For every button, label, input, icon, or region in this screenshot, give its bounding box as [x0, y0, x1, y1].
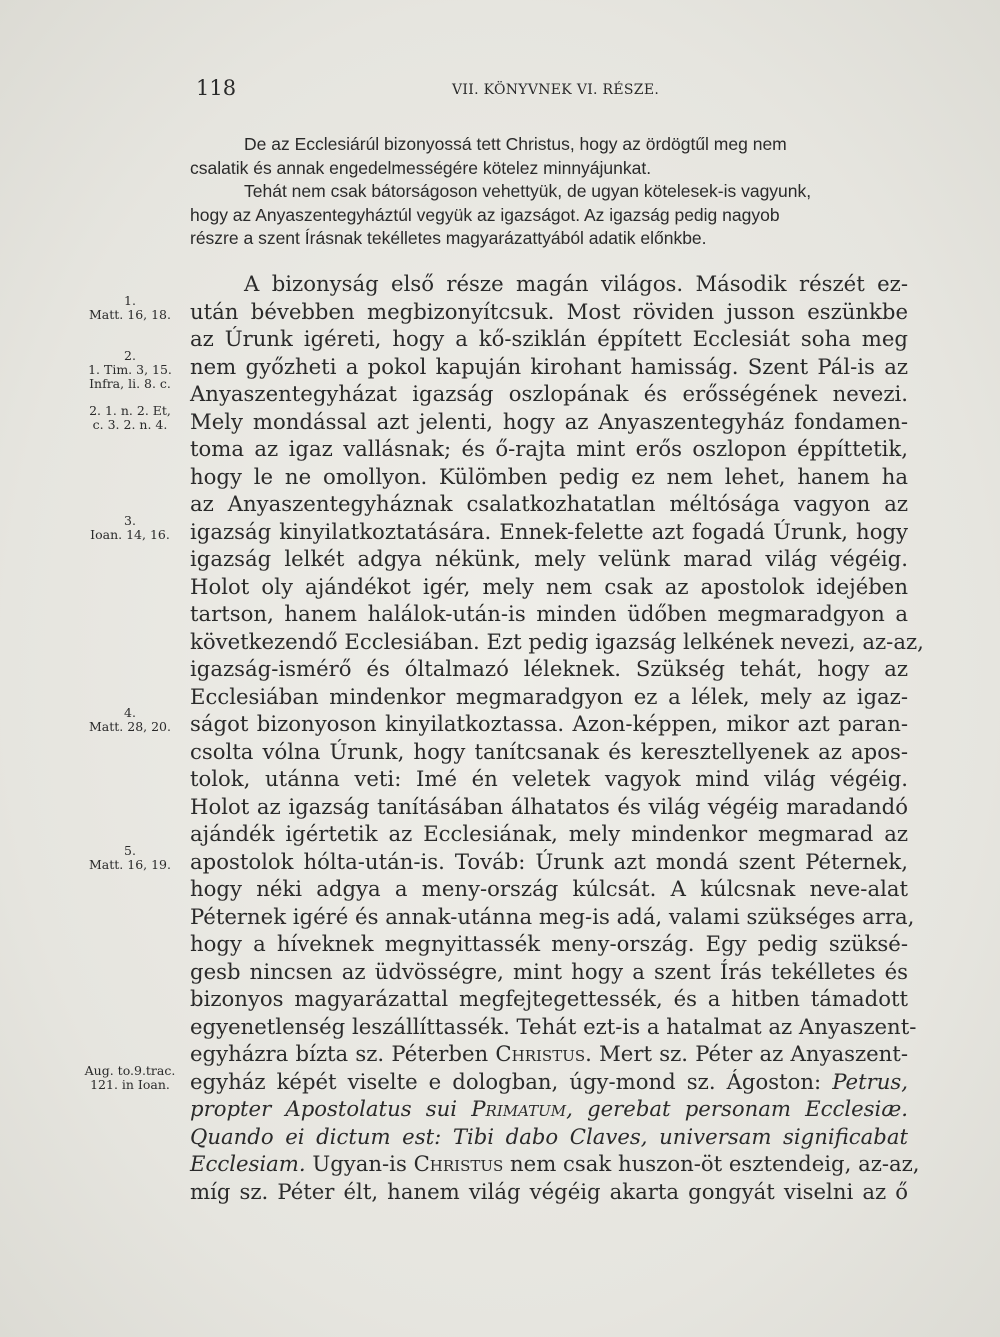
margin-reference — [74, 844, 186, 872]
text-segment: Primatum — [471, 1096, 567, 1121]
text-line: toma az igaz vallásnak; és ő-rajta mint erős oszlopon éppíttetik, — [190, 436, 908, 461]
text-line: csalatik és annak engedelmességére kötelez minnyájunkat. — [190, 157, 652, 178]
margin-reference — [74, 706, 186, 734]
text-line: Holot oly ajándékot igér, mely nem csak az apostolok idejében — [190, 573, 908, 599]
text-line: míg sz. Péter élt, hanem világ végéig akarta gongyát viselni az ő — [190, 1178, 908, 1204]
margin-reference-text: 1. — [124, 292, 136, 308]
margin-reference-text: 2. — [124, 347, 136, 363]
text-line: hogy néki adgya a meny-ország kúlcsát. A kúlcsnak neve-alat — [190, 876, 908, 901]
margin-reference-text: 4. — [124, 705, 136, 720]
margin-reference-text: c. 3. 2. n. 4. — [92, 416, 168, 432]
running-head: VII. KÖNYVNEK VI. RÉSZE. — [452, 82, 660, 98]
text-line: igazság-ismérő és óltalmazó léleknek. Szükség tehát, hogy az — [190, 656, 908, 681]
text-line: hogy le ne omollyon. Külömben pedig ez nem lehet, hanem ha — [190, 463, 908, 489]
intro-paragraph — [190, 133, 908, 251]
text-line: tartson, hanem halálok-után-is minden üdőben megmaradgyon a — [190, 601, 908, 626]
margin-reference-text: Aug. to.9.trac. — [84, 1062, 176, 1078]
text-line: A bizonyság első része magán világos. Második részét ez- — [244, 271, 908, 296]
text-line — [190, 1123, 908, 1151]
text-line: bizonyos magyarázattal megfejtegettessék, és a hitben támadott — [190, 986, 908, 1011]
text-line: nem győzheti a pokol kapuján kirohant hamisság. Szent Pál-is az — [190, 353, 908, 379]
text-segment: egyházra bízta sz. Péterben — [190, 1041, 496, 1066]
margin-reference-text: 121. in Ioan. — [90, 1076, 170, 1092]
text-line — [190, 1040, 908, 1068]
text-line: tolok, utánna veti: Imé én veletek vagyok mind világ végéig. — [190, 766, 908, 791]
text-line: az Anyaszentegyháznak csalatkozhatatlan méltósága vagyon az — [190, 491, 908, 516]
text-segment: Christus — [413, 1151, 504, 1176]
text-line: Mely mondással azt jelenti, hogy az Anyaszentegyház fondamen- — [190, 408, 908, 434]
margin-reference — [74, 404, 186, 432]
margin-reference-text: Infra, li. 8. c. — [89, 375, 171, 391]
text-segment: Quando ei dictum est: Tibi dabo Claves, universam significabat — [190, 1123, 908, 1149]
text-line: Tehát nem csak bátorságoson vehettyük, de ugyan kötelesek-is vagyunk, — [244, 181, 812, 201]
text-line: igazság kinyilatkoztatására. Ennek-felette azt fogadá Úrunk, hogy — [190, 518, 908, 544]
margin-reference — [74, 1064, 186, 1092]
text-segment: , gerebat personam Ecclesiæ. — [566, 1096, 908, 1121]
text-line: De az Ecclesiárúl bizonyossá tett Christus, hogy az ördögtűl meg nem — [244, 134, 787, 154]
page-number: 118 — [196, 76, 237, 100]
text-segment: Christus — [495, 1041, 586, 1066]
text-line: hogy az Anyaszentegyháztúl vegyük az igazságot. Az igazság pedig nagyob — [190, 204, 780, 225]
text-segment: egyház képét viselte e dologban, úgy-mond sz. Ágoston: — [190, 1068, 833, 1094]
margin-reference-text: 1. Tim. 3, 15. — [88, 361, 172, 377]
margin-reference-text: 3. — [124, 512, 136, 528]
text-segment: . Mert sz. Péter az Anyaszent- — [585, 1041, 908, 1066]
margin-reference — [74, 294, 186, 322]
margin-reference-text: Matt. 28, 20. — [89, 719, 171, 734]
text-line: ságot bizonyoson kinyilatkoztassa. Azon-képpen, mikor azt paran- — [190, 711, 908, 736]
margin-reference — [74, 349, 186, 391]
text-line: Holot az igazság tanításában álhatatos és világ végéig maradandó — [190, 793, 908, 819]
text-segment: Petrus, — [832, 1068, 908, 1094]
margin-reference-text: 5. — [124, 842, 136, 858]
text-segment: Ugyan-is — [305, 1151, 414, 1176]
text-segment: Ecclesiam. — [190, 1151, 306, 1176]
text-line — [190, 1095, 908, 1123]
page-header — [0, 76, 1000, 106]
margin-reference-text: Matt. 16, 19. — [89, 856, 171, 872]
text-line: ajándék igértetik az Ecclesiának, mely mindenkor megmarad az — [190, 821, 908, 846]
text-line: részre a szent Írásnak tekélletes magyarázattyából adatik előnkbe. — [190, 228, 707, 248]
text-line: következendő Ecclesiában. Ezt pedig igazság lelkének nevezi, az-az, — [190, 628, 924, 654]
text-line: gesb nincsen az üdvösségre, mint hogy a szent Írás tekélletes és — [190, 958, 908, 984]
text-line: csolta vólna Úrunk, hogy tanítcsanak és keresztellyenek az apos- — [190, 738, 908, 764]
text-line — [190, 1068, 908, 1096]
text-line: hogy a híveknek megnyittassék meny-ország. Egy pedig szüksé- — [190, 931, 908, 956]
margin-reference-text: Matt. 16, 18. — [89, 306, 171, 322]
text-line: Anyaszentegyházat igazság oszlopának és erősségének nevezi. — [190, 381, 908, 406]
text-line: apostolok hólta-után-is. Továb: Úrunk azt mondá szent Péternek, — [190, 848, 908, 874]
text-line: Péternek igéré és annak-utánna meg-is adá, valami szükséges arra, — [190, 903, 915, 929]
text-line: egyenetlenség leszállíttassék. Tehát ezt-is a hatalmat az Anyaszent- — [190, 1013, 917, 1039]
text-line: az Úrunk igéreti, hogy a kő-sziklán éppített Ecclesiát soha meg — [190, 326, 908, 351]
main-text — [190, 270, 924, 1205]
text-line: igazság lelkét adgya nékünk, mely velünk marad világ végéig. — [190, 546, 908, 571]
text-segment: propter Apostolatus sui — [190, 1096, 472, 1121]
margin-reference-text: Ioan. 14, 16. — [90, 526, 170, 542]
margin-reference-text: 2. 1. n. 2. Et, — [89, 402, 171, 418]
margin-reference — [74, 514, 186, 542]
text-line — [190, 1150, 920, 1178]
text-line: után bévebben megbizonyítcsuk. Most röviden jusson eszünkbe — [190, 298, 908, 324]
text-segment: nem csak huszon-öt esztendeig, az-az, — [503, 1151, 920, 1176]
text-line: Ecclesiában mindenkor megmaradgyon ez a lélek, mely az igaz- — [190, 683, 908, 709]
